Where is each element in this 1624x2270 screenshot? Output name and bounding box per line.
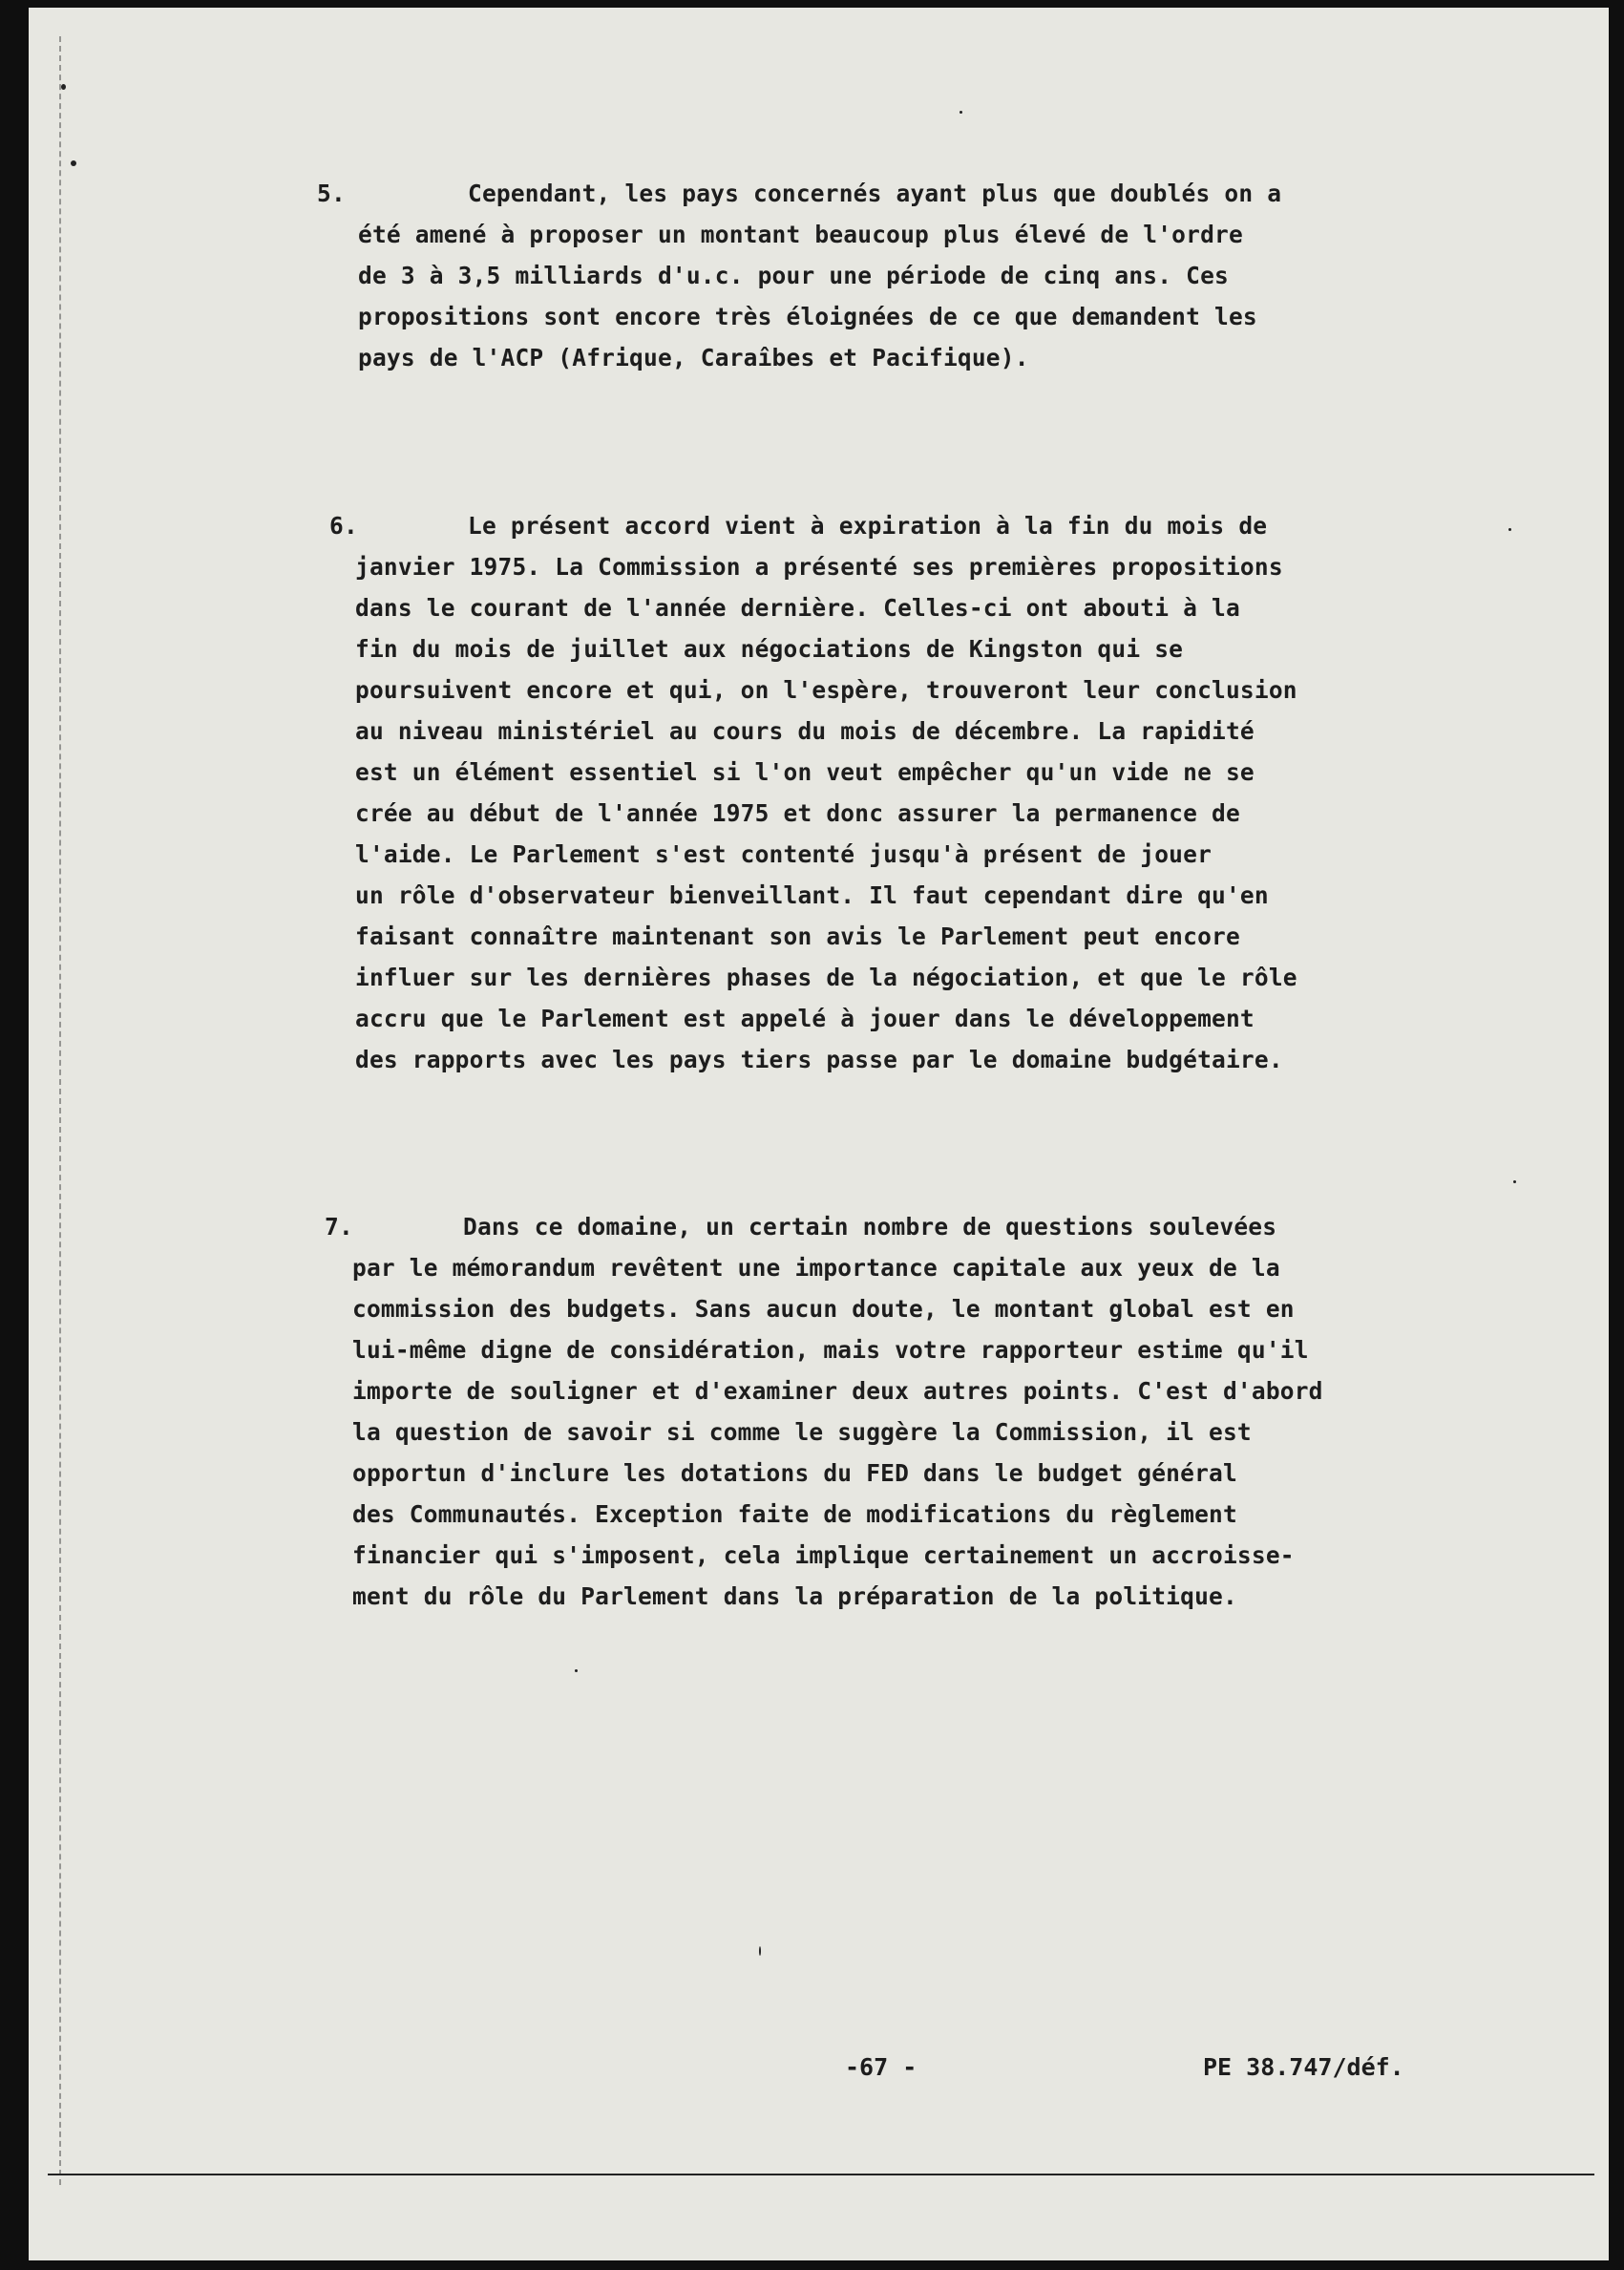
paragraph-line: commission des budgets. Sans aucun doute, le montant global est en [352,1295,1295,1323]
paragraph-line: est un élément essentiel si l'on veut empêcher qu'un vide ne se [355,758,1255,786]
paragraph-line: par le mémorandum revêtent une importance capitale aux yeux de la [352,1254,1280,1282]
paragraph-number: 7. [325,1213,353,1241]
scan-speck [71,160,76,166]
bottom-rule [48,2174,1594,2175]
paragraph-line: de 3 à 3,5 milliards d'u.c. pour une période de cinq ans. Ces [358,262,1229,289]
paragraph-line: influer sur les dernières phases de la négociation, et que le rôle [355,964,1297,991]
paragraph-line: des Communautés. Exception faite de modifications du règlement [352,1500,1237,1528]
scan-speck [960,111,962,114]
scan-speck [759,1946,761,1956]
paragraph-line: janvier 1975. La Commission a présenté ses premières propositions [355,553,1283,581]
paragraph-line: fin du mois de juillet aux négociations de Kingston qui se [355,635,1184,663]
scan-speck [61,84,66,90]
paragraph-line: Dans ce domaine, un certain nombre de questions soulevées [463,1213,1277,1241]
paragraph-line: poursuivent encore et qui, on l'espère, trouveront leur conclusion [355,676,1297,704]
punch-margin-line [59,36,63,2185]
paragraph-line: au niveau ministériel au cours du mois de décembre. La rapidité [355,717,1255,745]
document-page [29,8,1609,2260]
paragraph-line: un rôle d'observateur bienveillant. Il faut cependant dire qu'en [355,881,1269,909]
paragraph-number: 5. [317,180,346,207]
scan-speck [1508,528,1511,531]
page-number: -67 - [845,2053,917,2081]
paragraph-line: financier qui s'imposent, cela implique certainement un accroisse- [352,1541,1295,1569]
paragraph-line: dans le courant de l'année dernière. Celles-ci ont abouti à la [355,594,1240,622]
document-reference: PE 38.747/déf. [1203,2053,1404,2081]
paragraph-line: accru que le Parlement est appelé à jouer dans le développement [355,1005,1255,1032]
paragraph-line: pays de l'ACP (Afrique, Caraîbes et Pacifique). [358,344,1029,371]
paragraph-line: Le présent accord vient à expiration à la fin du mois de [468,512,1268,540]
paragraph-line: opportun d'inclure les dotations du FED dans le budget général [352,1459,1237,1487]
paragraph-line: propositions sont encore très éloignées de ce que demandent les [358,303,1257,330]
paragraph-line: l'aide. Le Parlement s'est contenté jusqu'à présent de jouer [355,840,1213,868]
paragraph-line: lui-même digne de considération, mais votre rapporteur estime qu'il [352,1336,1309,1364]
paragraph-line: Cependant, les pays concernés ayant plus que doublés on a [468,180,1282,207]
paragraph-line: des rapports avec les pays tiers passe par le domaine budgétaire. [355,1046,1283,1073]
paragraph-line: crée au début de l'année 1975 et donc assurer la permanence de [355,799,1240,827]
paragraph-number: 6. [329,512,358,540]
paragraph-line: importe de souligner et d'examiner deux autres points. C'est d'abord [352,1377,1323,1405]
scan-speck [575,1669,578,1672]
scan-speck [1513,1180,1516,1183]
paragraph-line: ment du rôle du Parlement dans la préparation de la politique. [352,1582,1237,1610]
paragraph-line: faisant connaître maintenant son avis le Parlement peut encore [355,923,1240,950]
paragraph-line: la question de savoir si comme le suggère la Commission, il est [352,1418,1252,1446]
paragraph-line: été amené à proposer un montant beaucoup plus élevé de l'ordre [358,221,1243,248]
